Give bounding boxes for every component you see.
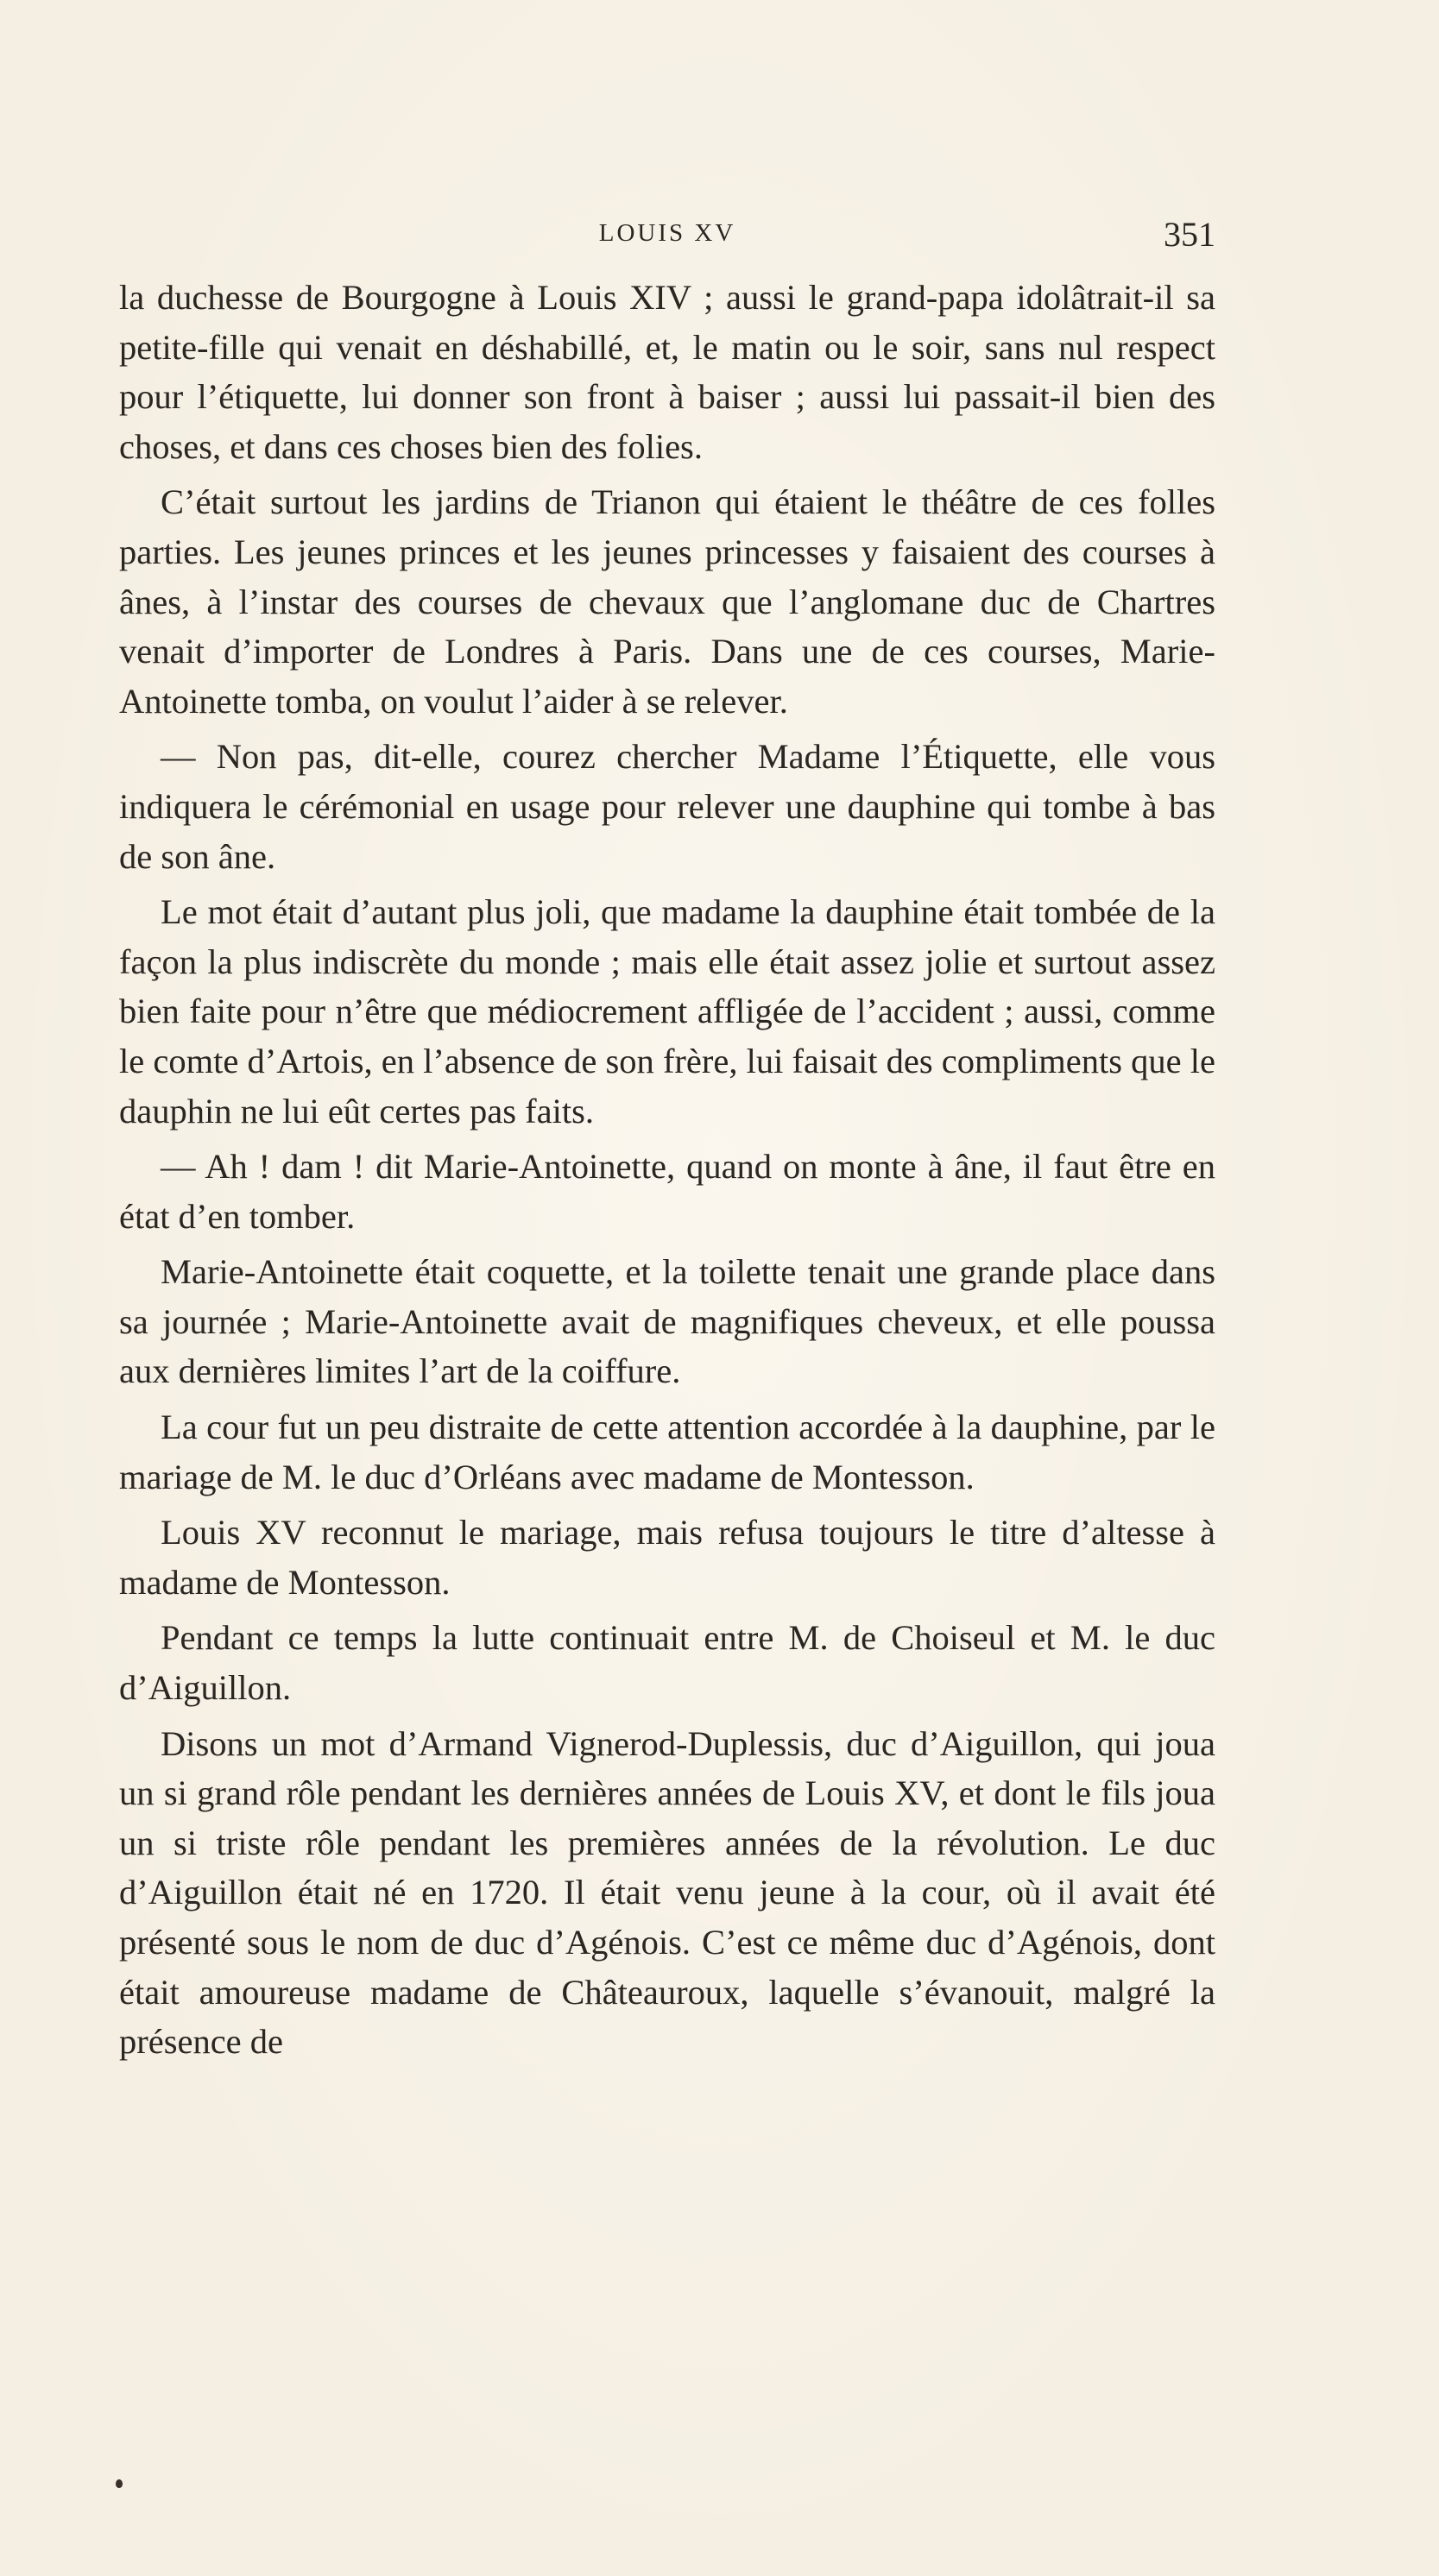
paragraph: C’était surtout les jardins de Trianon qui étaient le théâtre de ces folles parties. Les jeunes princes et les jeunes princesses y faisaient des courses à ânes, à l’instar des courses de chevaux que l’anglomane duc de Chartres venait d’importer de Londres à Paris. Dans une de ces courses, Marie-Antoinette tomba, on voulut l’aider à se relever. — [119, 482, 1215, 721]
body-text — [119, 273, 1215, 2073]
paragraph: La cour fut un peu distraite de cette attention accordée à la dauphine, par le mariage de M. le duc d’Orléans avec madame de Montesson. — [119, 1408, 1215, 1496]
paragraph: Disons un mot d’Armand Vignerod-Duplessis, duc d’Aiguillon, qui joua un si grand rôle pendant les dernières années de Louis XV, et dont le fils joua un si triste rôle pendant les premières années de la révolution. Le duc d’Aiguillon était né en 1720. Il était venu jeune à la cour, où il avait été présenté sous le nom de duc d’Agénois. C’est ce même duc d’Agénois, dont était amoureuse madame de Châteauroux, laquelle s’évanouit, malgré la présence de — [119, 1723, 1215, 2062]
paragraph: Louis XV reconnut le mariage, mais refusa toujours le titre d’altesse à madame de Montesson. — [119, 1513, 1215, 1602]
page-number: 351 — [1164, 215, 1215, 254]
ink-speck — [116, 2479, 123, 2488]
running-head — [119, 214, 1215, 257]
paragraph: Le mot était d’autant plus joli, que madame la dauphine était tombée de la façon la plus indiscrète du monde ; mais elle était assez jolie et surtout assez bien faite pour n’être que médiocrement affligée de l’accident ; aussi, comme le comte d’Artois, en l’absence de son frère, lui faisait des compliments que le dauphin ne lui eût certes pas faits. — [119, 892, 1215, 1131]
paragraph: Marie-Antoinette était coquette, et la toilette tenait une grande place dans sa journée ; Marie-Antoinette avait de magnifiques cheveux, et elle poussa aux dernières limites l’art de la coiffure. — [119, 1252, 1215, 1391]
paragraph: — Ah ! dam ! dit Marie-Antoinette, quand on monte à âne, il faut être en état d’en tomber. — [119, 1147, 1215, 1236]
paragraph: la duchesse de Bourgogne à Louis XIV ; aussi le grand-papa idolâtrait-il sa petite-fille qui venait en déshabillé, et, le matin ou le soir, sans nul respect pour l’étiquette, lui donner son front à baiser ; aussi lui passait-il bien des choses, et dans ces choses bien des folies. — [119, 278, 1215, 466]
running-title: LOUIS XV — [598, 219, 736, 247]
paragraph: Pendant ce temps la lutte continuait entre M. de Choiseul et M. le duc d’Aiguillon. — [119, 1618, 1215, 1708]
paragraph: — Non pas, dit-elle, courez chercher Madame l’Étiquette, elle vous indiquera le cérémonial en usage pour relever une dauphine qui tombe à bas de son âne. — [119, 737, 1215, 876]
